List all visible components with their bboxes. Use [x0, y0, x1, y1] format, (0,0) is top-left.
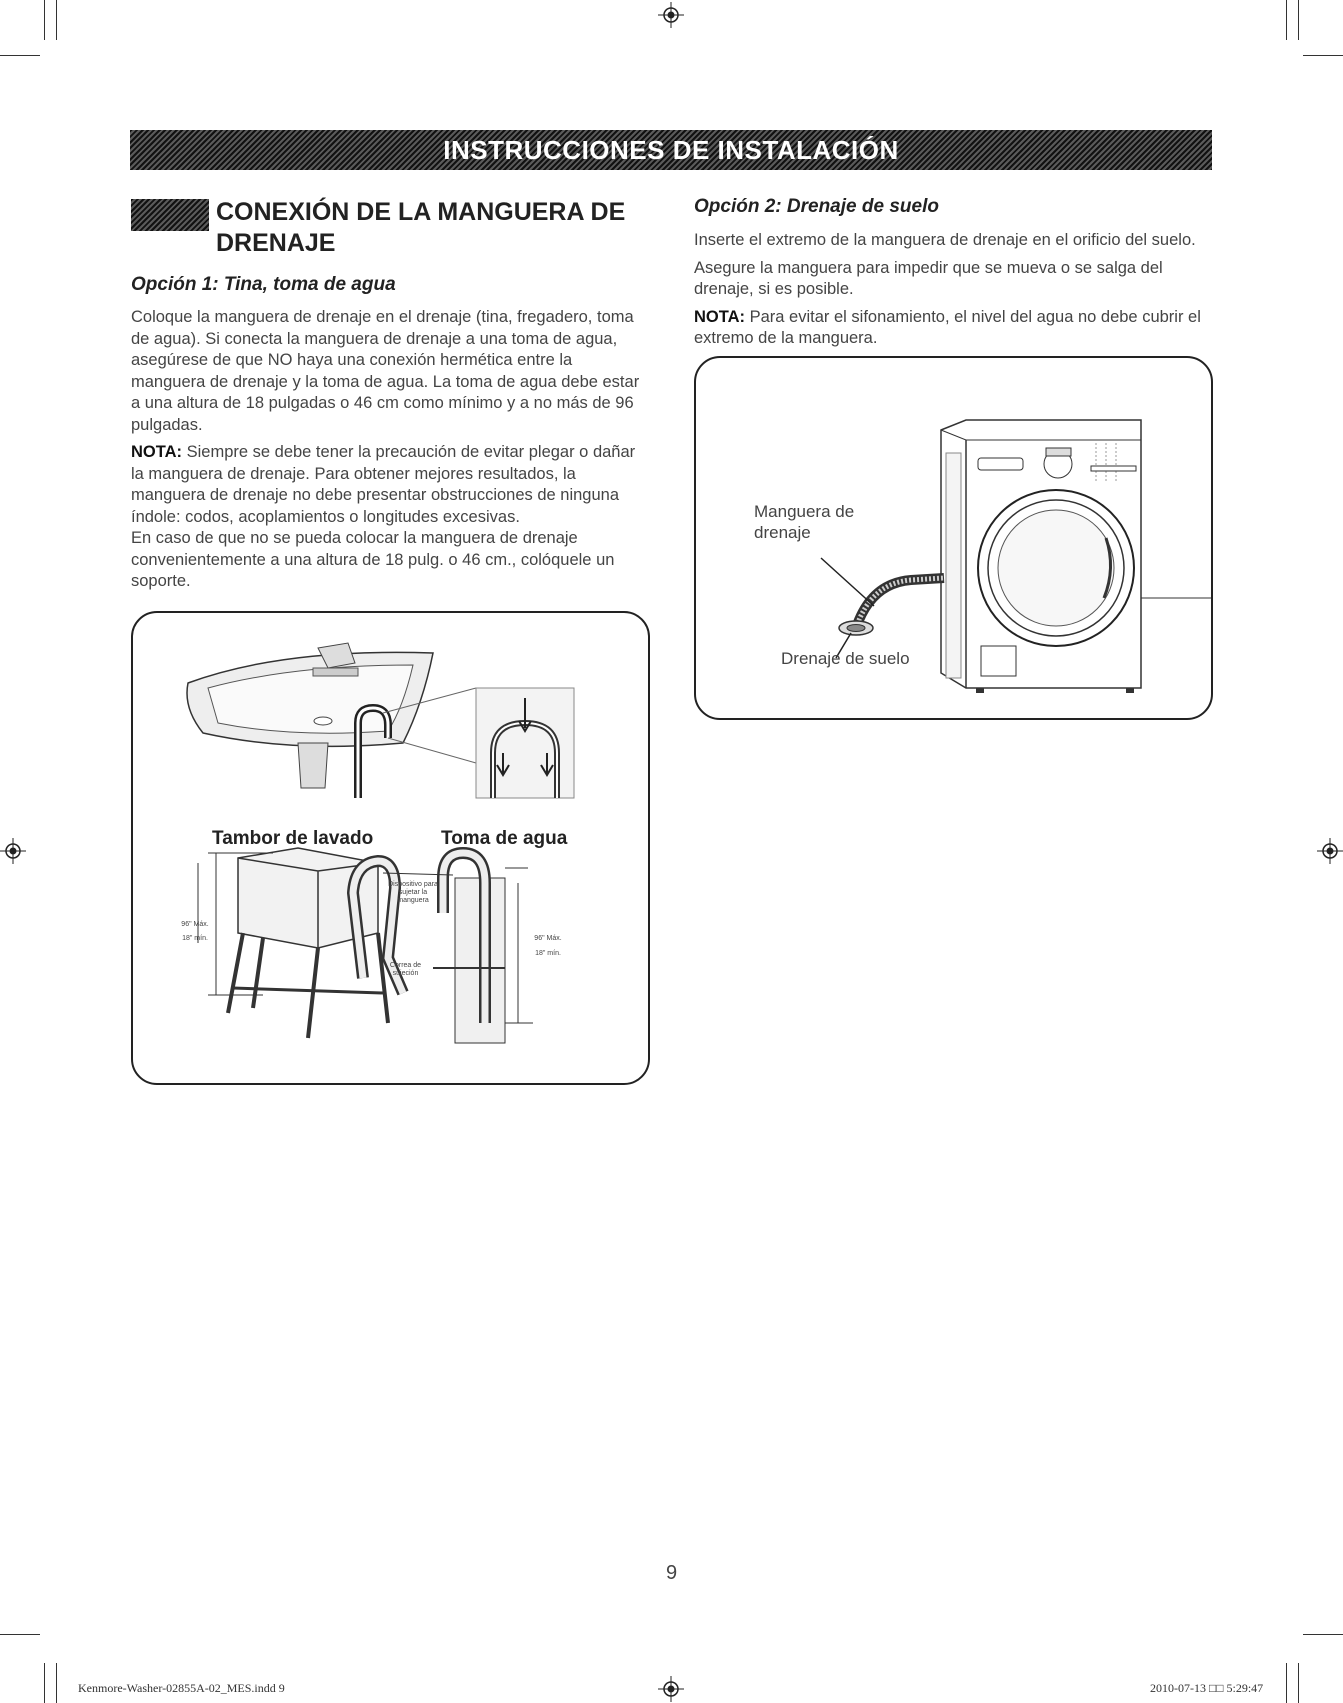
crop-mark — [56, 1663, 57, 1703]
crop-mark — [1286, 1663, 1287, 1703]
option1-note — [131, 442, 651, 528]
footer-filename: Kenmore-Washer-02855A-02_MES.indd 9 — [78, 1681, 285, 1695]
option2-note — [694, 307, 1214, 350]
option1-body — [131, 307, 651, 593]
banner-title: INSTRUCCIONES DE INSTALACIÓN — [443, 134, 899, 165]
label-drain-hose: Manguera de drenaje — [754, 502, 855, 542]
option2-paragraph: Inserte el extremo de la manguera de drenaje en el orificio del suelo. — [694, 231, 1196, 249]
section-title: CONEXIÓN DE LA MANGUERA DE DRENAJE — [216, 198, 626, 257]
option1-paragraph-2: En caso de que no se pueda colocar la manguera de drenaje convenientemente a una altura de 18 pulg. o 46 cm., colóquele un soporte. — [131, 529, 615, 590]
option1-title: Opción 1: Tina, toma de agua — [131, 274, 396, 295]
option2-title: Opción 2: Drenaje de suelo — [694, 196, 939, 217]
figure-floor-drain — [694, 356, 1213, 720]
crop-mark — [0, 55, 40, 56]
label-floor-drain: Drenaje de suelo — [781, 649, 910, 668]
footer-timestamp: 2010-07-13 □□ 5:29:47 — [1150, 1681, 1264, 1695]
section-marker — [131, 199, 209, 231]
figure-sink-tub — [131, 611, 650, 1085]
registration-mark-icon — [0, 838, 26, 864]
page-banner — [130, 130, 1212, 170]
crop-mark — [1286, 0, 1287, 40]
dim-left-min: 18" mín. — [182, 935, 208, 942]
option2-paragraph-2: Asegure la manguera para impedir que se mueva o se salga del drenaje, si es posible. — [694, 258, 1163, 298]
registration-mark-icon — [1317, 838, 1343, 864]
crop-mark — [1298, 1663, 1299, 1703]
crop-mark — [1298, 0, 1299, 40]
crop-mark — [0, 1634, 40, 1635]
option1-paragraph: Coloque la manguera de drenaje en el drenaje (tina, fregadero, toma de agua). Si conecta la manguera de drenaje a una toma de agua, asegúrese de que NO haya una conexión hermética entre la manguera de drenaje y la toma de agua. La toma de agua debe estar a una altura de 18 pulgadas o 46 cm como mínimo y a no más de 96 pulgadas. — [131, 308, 640, 434]
dim-right-max: 96" Máx. — [534, 935, 562, 942]
crop-mark — [44, 1663, 45, 1703]
dim-right-min: 18" mín. — [535, 950, 561, 957]
callout-strap: Correa de sujeción — [389, 962, 422, 977]
callout-hose-holder: Dispositivo para sujetar la manguera — [388, 881, 438, 904]
label-tub: Tambor de lavado — [212, 828, 374, 849]
note-label: NOTA: — [694, 307, 746, 326]
note-text: Siempre se debe tener la precaución de evitar plegar o dañar la manguera de drenaje. Para obtener mejores resultados, la manguera de drenaje no debe presentar obstrucciones de ninguna índole: codos, acoplamientos o longitudes excesivas. — [131, 443, 636, 526]
crop-mark — [1303, 55, 1343, 56]
note-text: Para evitar el sifonamiento, el nivel del agua no debe cubrir el extremo de la manguera. — [694, 307, 1201, 347]
registration-mark-icon — [658, 1676, 684, 1702]
option2-body — [694, 230, 1214, 350]
crop-mark — [1303, 1634, 1343, 1635]
note-label: NOTA: — [131, 443, 183, 461]
sink-illustration — [133, 613, 648, 1083]
crop-mark — [56, 0, 57, 40]
page-number: 9 — [665, 1562, 678, 1584]
label-standpipe: Toma de agua — [441, 828, 568, 849]
registration-mark-icon — [658, 2, 684, 28]
dim-left-max: 96" Máx. — [181, 921, 209, 928]
crop-mark — [44, 0, 45, 40]
